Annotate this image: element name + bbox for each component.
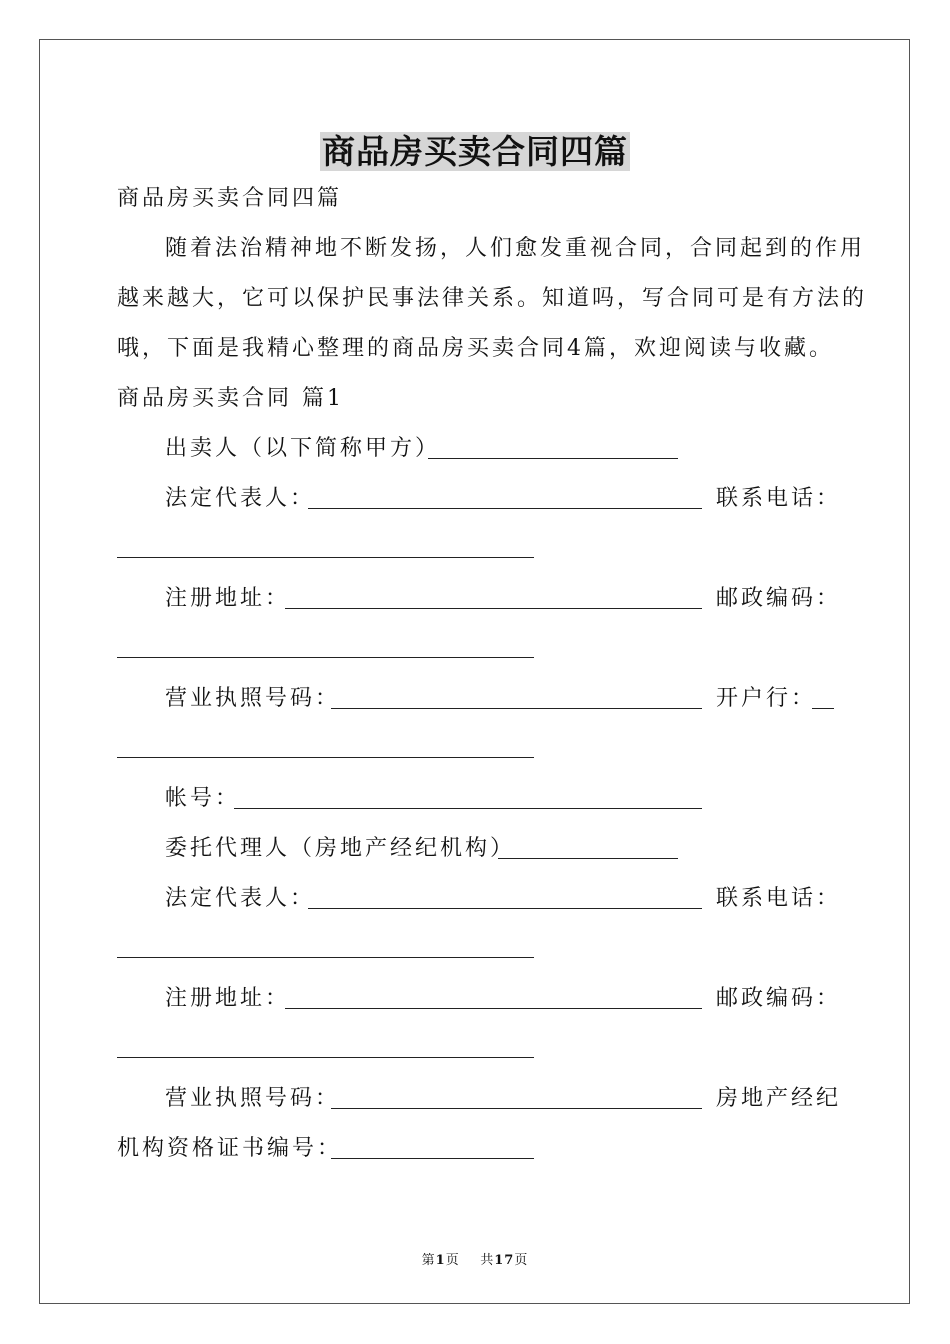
footer-page-number: 1 [435,1253,446,1268]
seller-account-label: 帐号： [165,786,241,811]
agent-name-blank[interactable] [498,858,678,859]
subtitle: 商品房买卖合同四篇 [117,186,343,211]
agent-cert-label-2: 机构资格证书编号： [117,1136,343,1161]
agent-legal-rep-blank[interactable] [308,908,702,909]
seller-account-blank[interactable] [234,808,702,809]
agent-postcode-blank[interactable] [117,1057,534,1058]
page-border [39,39,910,1304]
agent-cert-label-1: 房地产经纪 [716,1086,842,1111]
agent-legal-rep-label: 法定代表人： [165,886,316,911]
seller-phone-blank[interactable] [117,557,534,558]
seller-postcode-blank[interactable] [117,657,534,658]
footer-page-suffix: 页 [514,1253,529,1268]
intro-line-3: 哦，下面是我精心整理的商品房买卖合同4篇，欢迎阅读与收藏。 [117,336,834,361]
seller-address-label: 注册地址： [165,586,291,611]
agent-phone-blank[interactable] [117,957,534,958]
agent-label: 委托代理人（房地产经纪机构） [165,836,516,861]
seller-license-blank[interactable] [331,708,702,709]
agent-address-blank[interactable] [285,1008,702,1009]
footer-page-mid: 页 共 [445,1253,495,1268]
seller-legal-rep-blank[interactable] [308,508,702,509]
seller-bank-blank[interactable] [117,757,534,758]
seller-label: 出卖人（以下简称甲方） [165,436,441,461]
footer-page-prefix: 第 [421,1253,436,1268]
seller-bank-blank-start[interactable] [812,708,834,709]
footer-total-pages: 17 [494,1253,515,1268]
agent-cert-blank[interactable] [331,1158,534,1159]
intro-line-2: 越来越大，它可以保护民事法律关系。知道吗，写合同可是有方法的 [117,286,868,311]
page-footer [0,1249,950,1268]
section-heading: 商品房买卖合同 篇1 [117,386,344,411]
document-title-wrap [0,126,950,173]
seller-phone-label: 联系电话： [716,486,842,511]
seller-legal-rep-label: 法定代表人： [165,486,316,511]
agent-license-blank[interactable] [331,1108,702,1109]
seller-address-blank[interactable] [285,608,702,609]
agent-postcode-label: 邮政编码： [716,986,842,1011]
intro-line-1: 随着法治精神地不断发扬，人们愈发重视合同，合同起到的作用 [165,236,866,261]
document-title: 商品房买卖合同四篇 [322,132,628,171]
agent-phone-label: 联系电话： [716,886,842,911]
seller-postcode-label: 邮政编码： [716,586,842,611]
agent-license-label: 营业执照号码： [165,1086,341,1111]
agent-address-label: 注册地址： [165,986,291,1011]
seller-name-blank[interactable] [428,458,678,459]
seller-bank-label: 开户行： [716,686,817,711]
seller-license-label: 营业执照号码： [165,686,341,711]
